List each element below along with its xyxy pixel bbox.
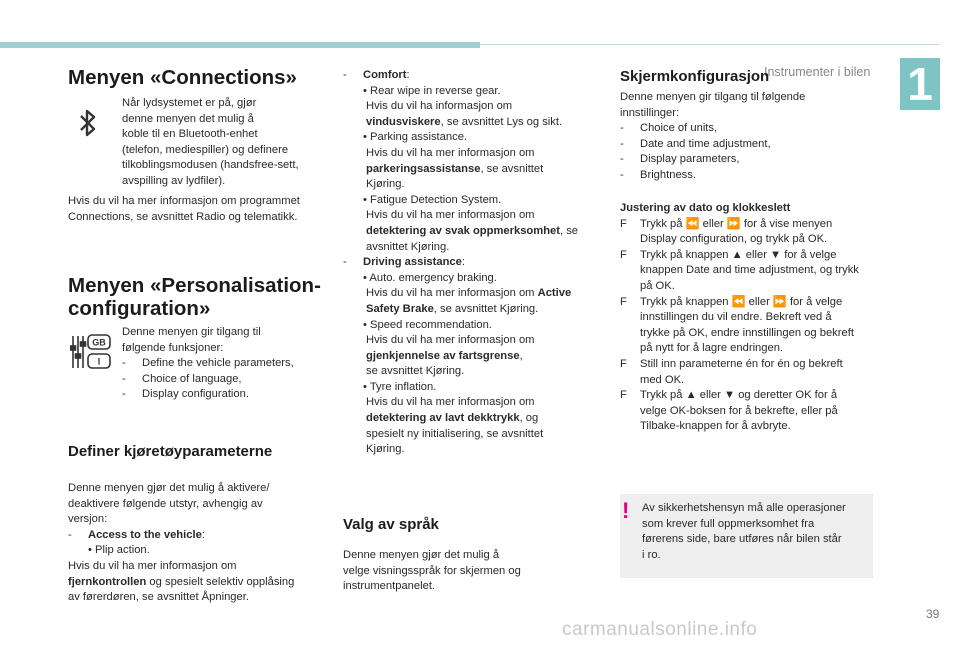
list-item: - Display configuration.	[122, 388, 249, 401]
text-line: følgende funksjoner:	[122, 341, 224, 354]
left-column	[68, 66, 324, 89]
text-line: Denne menyen gir tilgang til	[122, 326, 261, 338]
text-line: Hvis du vil ha mer informasjon om	[366, 396, 535, 409]
title-line: configuration»	[68, 297, 211, 320]
text-line: detektering av svak oppmerksomhet, se	[366, 224, 579, 237]
text-line: Hvis du vil ha mer informasjon om	[68, 559, 237, 572]
text-line: Denne menyen gjør det mulig å	[343, 549, 500, 561]
date-time-section	[620, 201, 890, 435]
text-line: deaktivere følgende utstyr, avhengig av	[68, 497, 263, 510]
text-line: innstillinger:	[620, 106, 680, 119]
finger-icon: F	[620, 357, 627, 370]
text-line: Connections, se avsnittet Radio og telematikk.	[68, 210, 298, 223]
personalisation-intro	[122, 325, 327, 403]
step-item: F Trykk på knappen ⏪ eller ⏩ for å velge innstillingen du vil endre. Bekreft ved å trykke på OK, endre innstillingen og bekreft på nytt for å lagre endringen.	[620, 295, 890, 357]
finger-icon: F	[620, 217, 627, 230]
language-section	[343, 516, 605, 595]
list-item: - Display parameters,	[620, 153, 740, 166]
text-line: førerens side, bare utføres når bilen står	[642, 533, 842, 546]
watermark: carmanualsonline.info	[562, 619, 758, 640]
bullet-item: • Parking assistance.	[363, 131, 468, 144]
vehicle-params-title: Definer kjøretøyparameterne	[68, 443, 273, 460]
text-line: Hvis du vil ha mer informasjon om	[366, 334, 535, 347]
text-line: Av sikkerhetshensyn må alle operasjoner	[642, 502, 846, 514]
list-item: - Date and time adjustment,	[620, 137, 771, 150]
text-line: versjon:	[68, 513, 108, 526]
bullet-item: • Speed recommendation.	[363, 318, 492, 331]
list-item: - Choice of units,	[620, 122, 718, 135]
step-item: F Trykk på ▲ eller ▼ og deretter OK for å velge OK-boksen for å bekrefte, eller på Tilbake-knappen for å avbryte.	[620, 388, 890, 435]
text-line: parkeringsassistanse, se avsnittet	[366, 162, 544, 175]
text-line: (telefon, mediespiller) og definere	[122, 143, 289, 156]
language-badge-text: GB	[92, 337, 106, 348]
header-rule	[480, 44, 940, 45]
middle-column	[343, 68, 605, 458]
text-line: gjenkjennelse av fartsgrense,	[366, 349, 523, 362]
personalisation-title	[68, 274, 330, 320]
text-line: se avsnittet Kjøring.	[366, 365, 465, 378]
text-line: koble til en Bluetooth-enhet	[122, 128, 258, 141]
settings-sliders-icon	[70, 332, 112, 372]
connections-intro	[122, 96, 322, 190]
page-number: 39	[926, 607, 940, 621]
text-line: Kjøring.	[366, 178, 405, 191]
bluetooth-icon	[76, 108, 100, 138]
text-line: av førerdøren, se avsnittet Åpninger.	[68, 591, 249, 604]
text-line: Safety Brake, se avsnittet Kjøring.	[366, 302, 539, 315]
finger-icon: F	[620, 389, 627, 402]
text-line: Hvis du vil ha mer informasjon om Active	[366, 287, 572, 300]
text-line: vindusviskere, se avsnittet Lys og sikt.	[366, 115, 563, 128]
text-line: denne menyen det mulig å	[122, 112, 254, 125]
language-title: Valg av språk	[343, 516, 439, 533]
connections-more-info	[68, 194, 330, 225]
text-line: fjernkontrollen og spesielt selektiv opplåsing	[68, 575, 295, 588]
text-line: Hvis du vil ha mer informasjon om programmet	[68, 195, 300, 207]
step-item: F Still inn parameterne én for én og bekreft med OK.	[620, 357, 890, 388]
text-line: Hvis du vil ha mer informasjon om	[366, 209, 535, 222]
text-line: Hvis du vil ha informasjon om	[366, 100, 513, 113]
text-line: avsnittet Kjøring.	[366, 240, 450, 253]
bullet-item: • Auto. emergency braking.	[363, 271, 497, 284]
screen-config-title: Skjermkonfigurasjon	[620, 68, 770, 85]
step-item: F Trykk på ⏪ eller ⏩ for å vise menyen Display configuration, og trykk på OK.	[620, 217, 890, 248]
text-line: som krever full oppmerksomhet fra	[642, 517, 815, 530]
list-item: - Define the vehicle parameters,	[122, 357, 294, 370]
language-badge-text: I	[97, 356, 101, 367]
list-item: - Comfort :	[343, 69, 410, 81]
step-item: F Trykk på knappen ▲ eller ▼ for å velge knappen Date and time adjustment, og trykk på OK.	[620, 248, 890, 295]
text-line: Hvis du vil ha mer informasjon om	[366, 146, 535, 159]
list-item: - Brightness.	[620, 168, 696, 181]
text-line: detektering av lavt dekktrykk, og	[366, 412, 539, 425]
text-line: instrumentpanelet.	[343, 580, 436, 593]
text-line: Denne menyen gjør det mulig å aktivere/	[68, 482, 270, 494]
safety-note	[620, 494, 873, 578]
text-line: Når lydsystemet er på, gjør	[122, 97, 257, 109]
header-accent-bar	[0, 42, 480, 48]
connections-title: Menyen «Connections»	[68, 66, 297, 89]
list-item: - Choice of language,	[122, 372, 242, 385]
text-line: Denne menyen gir tilgang til følgende	[620, 91, 806, 103]
list-item: - Driving assistance :	[343, 256, 465, 269]
bullet-item: • Plip action.	[88, 544, 150, 557]
date-time-title: Justering av dato og klokkeslett	[620, 202, 791, 214]
text-line: velge visningsspråk for skjermen og	[343, 564, 521, 577]
finger-icon: F	[620, 248, 627, 261]
finger-icon: F	[620, 295, 627, 308]
text-line: avspilling av lydfiler).	[122, 174, 226, 187]
warning-icon: !	[622, 498, 630, 523]
vehicle-params-body	[68, 481, 330, 606]
list-item: - Access to the vehicle :	[68, 528, 205, 541]
vehicle-params-title-block	[68, 443, 330, 461]
bullet-item: • Fatigue Detection System.	[363, 193, 502, 206]
section-title: Instrumenter i bilen	[764, 65, 871, 79]
screen-config-section	[620, 68, 890, 184]
title-line: Menyen «Personalisation-	[68, 274, 321, 297]
text-line: tilkoblingsmodusen (handsfree-sett,	[122, 159, 299, 172]
text-line: spesielt ny initialisering, se avsnittet	[366, 427, 544, 440]
bullet-item: • Rear wipe in reverse gear.	[363, 84, 501, 97]
chapter-number: 1	[900, 58, 940, 110]
text-line: i ro.	[642, 548, 661, 561]
bullet-item: • Tyre inflation.	[363, 380, 437, 393]
text-line: Kjøring.	[366, 443, 405, 456]
